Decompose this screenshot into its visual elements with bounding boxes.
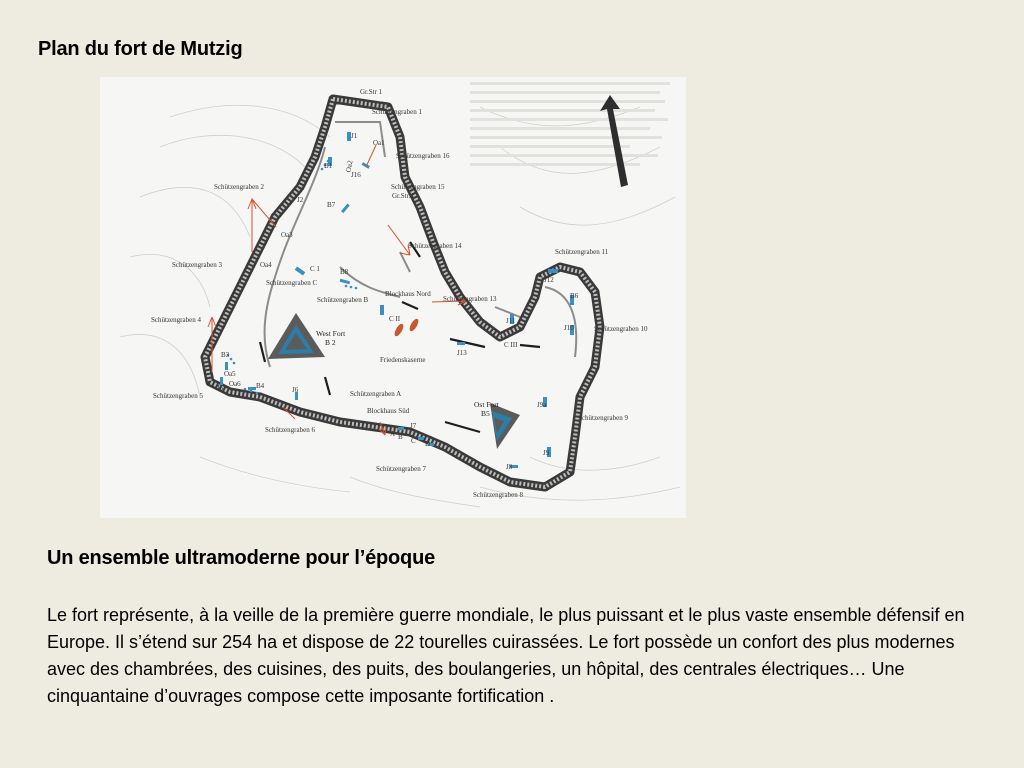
label-sg4: Schützengraben 4 (151, 316, 201, 324)
label-B3: B3 (221, 351, 230, 359)
label-A: A (390, 430, 396, 438)
label-B: B (398, 433, 403, 441)
label-J6: J6 (292, 386, 299, 394)
label-blockhaus-sud: Blockhaus Süd (367, 407, 410, 415)
fort-plan-drawing (100, 77, 686, 518)
label-J16: J16 (351, 171, 361, 179)
label-grstr4: Gr.Str.4 (392, 192, 414, 200)
label-sg1: Schützengraben 1 (372, 108, 422, 116)
label-sg8: Schützengraben 8 (473, 491, 523, 499)
label-sg11: Schützengraben 11 (555, 248, 609, 256)
label-C: C (411, 437, 416, 445)
label-sg5: Schützengraben 5 (153, 392, 203, 400)
ost-fort (490, 403, 520, 449)
label-sg9: Schützengraben 9 (578, 414, 628, 422)
label-sg6: Schützengraben 6 (265, 426, 315, 434)
label-blockhaus-nord: Blockhaus Nord (385, 290, 431, 298)
label-b2: B 2 (325, 338, 336, 347)
label-sgB: Schützengraben B (317, 296, 369, 304)
label-sg2: Schützengraben 2 (214, 183, 264, 191)
label-J1: J1 (351, 132, 358, 140)
label-sg7: Schützengraben 7 (376, 465, 426, 473)
slide-title: Plan du fort de Mutzig (38, 38, 243, 60)
label-J9: J9 (543, 449, 550, 457)
label-B4: B4 (256, 382, 265, 390)
label-Oa5: Oa5 (224, 370, 236, 378)
label-J12: J12 (544, 276, 554, 284)
label-B7: B7 (327, 201, 336, 209)
label-CIII: C III (504, 341, 518, 349)
label-Oa1: Oa1 (373, 139, 385, 147)
label-ost-fort: Ost Fort (474, 400, 499, 409)
label-C1: C 1 (310, 265, 320, 273)
label-Oa3: Oa3 (281, 231, 293, 239)
label-B8: B8 (340, 268, 349, 276)
label-J8: J8 (506, 463, 513, 471)
label-sgA: Schützengraben A (350, 390, 402, 398)
label-west-fort: West Fort (316, 329, 346, 338)
label-J11: J11 (506, 317, 516, 325)
section-heading: Un ensemble ultramoderne pour l’époque (47, 547, 436, 569)
label-Oa4: Oa4 (260, 261, 272, 269)
label-sg15: Schützengraben 15 (391, 183, 445, 191)
label-sgC: Schützengraben C (266, 279, 318, 287)
label-J10: J10 (564, 324, 574, 332)
body-paragraph: Le fort représente, à la veille de la première guerre mondiale, le plus puissant et le plus vaste ensemble défensif en Europe. Il s’étend sur 254 ha et dispose de 22 tourelles cuirassées. Le fort possède un confort des plus modernes avec des chambrées, des cuisines, des puits, des boulangeries, un hôpital, des centrales électriques… Une cinquantaine d’ouvrages compose cette imposante fortification . (47, 605, 965, 706)
label-grstr1: Gr.Str 1 (360, 88, 383, 96)
label-J7: J7 (410, 422, 417, 430)
label-Oa2: Oa2 (344, 159, 355, 173)
label-b5: B5 (481, 409, 490, 418)
label-D: D (425, 440, 431, 448)
label-J13: J13 (457, 349, 467, 357)
label-J9a: J9a (537, 401, 547, 409)
faded-background-text (470, 82, 670, 166)
label-Oa6: Oa6 (229, 380, 241, 388)
label-CII: C II (389, 315, 401, 323)
label-friedenskaserne: Friedenskaserne (380, 356, 426, 364)
fort-plan-map (100, 77, 686, 518)
label-J2: J2 (297, 196, 304, 204)
label-sg13: Schützengraben 13 (443, 295, 497, 303)
north-arrow-icon (600, 95, 628, 187)
label-sg3: Schützengraben 3 (172, 261, 222, 269)
label-B6: B6 (570, 292, 579, 300)
label-B1: B1 (324, 162, 333, 170)
label-J5: J5 (217, 384, 224, 392)
label-sg10: Schützengraben 10 (594, 325, 648, 333)
label-sg16: Schützengraben 16 (396, 152, 450, 160)
label-sg14: Schützengraben 14 (408, 242, 462, 250)
